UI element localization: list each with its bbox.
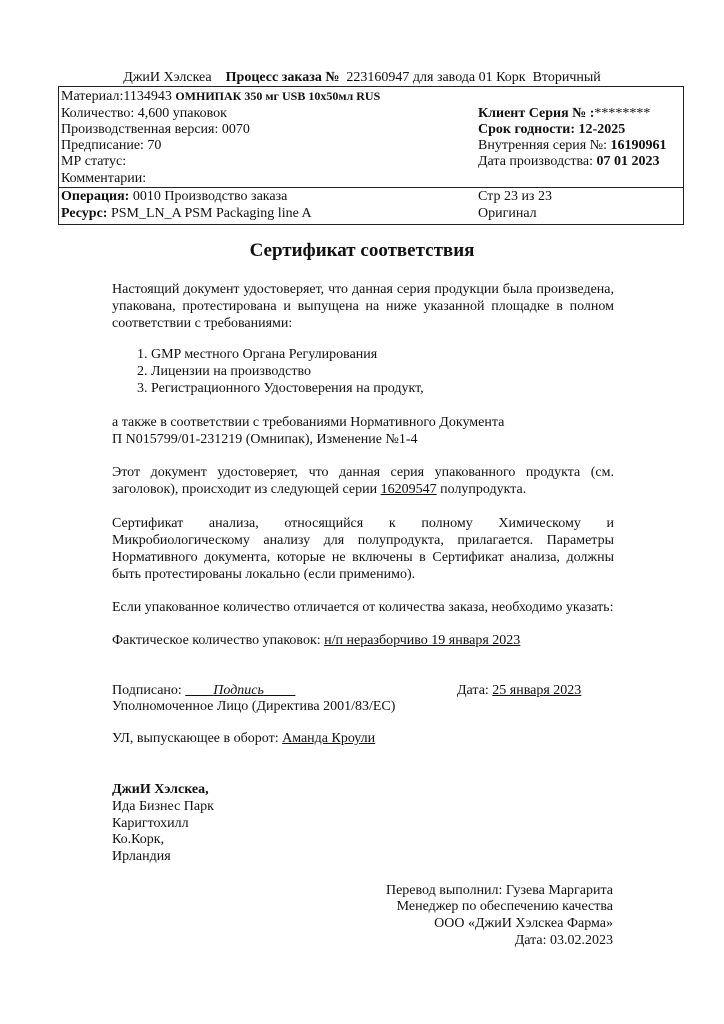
certificate-title: Сертификат соответствия bbox=[249, 240, 475, 261]
normative-paragraph: а также в соответствии с требованиями Нормативного Документа П N015799/01-231219 (Омнипак), Изменение №1-4 bbox=[112, 415, 505, 447]
translation-date: Дата: 03.02.2023 bbox=[514, 933, 613, 948]
address-company: ДжиИ Хэлскеа, bbox=[112, 782, 209, 797]
origin-paragraph: Этот документ удостоверяет, что данная серия упакованного продукта (см. заголовок), происходит из следующей серии 16209547 полупродукта. bbox=[112, 465, 614, 497]
info-box-divider bbox=[59, 187, 683, 188]
header-order-label: Процесс заказа № bbox=[225, 70, 340, 85]
authorized-person: Уполномоченное Лицо (Директива 2001/83/ЕС) bbox=[112, 699, 396, 714]
page-number: Стр 23 из 23 bbox=[478, 189, 552, 204]
order-info-box bbox=[58, 86, 684, 225]
operation-line: Операция: 0010 Производство заказа bbox=[61, 189, 288, 204]
client-series-line: Клиент Серия № :******** bbox=[478, 106, 651, 121]
release-person: Аманда Кроули bbox=[282, 731, 376, 746]
internal-series-line: Внутренняя серия №: 16190961 bbox=[478, 138, 667, 153]
translator-organization: ООО «ДжиИ Хэлскеа Фарма» bbox=[434, 916, 613, 931]
requirements-list bbox=[137, 346, 424, 397]
translator-line: Перевод выполнил: Гузева Маргарита bbox=[385, 883, 613, 898]
release-line: УЛ, выпускающее в оборот: Аманда Кроули bbox=[112, 731, 376, 746]
actual-quantity-line: Фактическое количество упаковок: н/п неразборчиво 19 января 2023 bbox=[112, 633, 521, 648]
list-item: 3. Регистрационного Удостоверения на продукт, bbox=[137, 381, 424, 396]
quantity-note: Если упакованное количество отличается от количества заказа, необходимо указать: bbox=[112, 600, 614, 615]
address-line: Каригтохилл bbox=[112, 816, 189, 831]
prescription-line: Предписание: 70 bbox=[61, 138, 162, 153]
original-label: Оригинал bbox=[478, 206, 537, 221]
translator-position: Менеджер по обеспечению качества bbox=[396, 899, 613, 914]
material-line: Материал:1134943 ОМНИПАК 350 мг USB 10x50мл RUS bbox=[61, 89, 381, 104]
header-order-value: 223160947 для завода 01 Корк bbox=[346, 70, 526, 85]
signed-line: Подписано: Подпись bbox=[112, 683, 264, 698]
signed-date-line: Дата: 25 января 2023 bbox=[457, 683, 582, 698]
address-line: Ида Бизнес Парк bbox=[112, 799, 214, 814]
production-date-line: Дата производства: 07 01 2023 bbox=[478, 154, 660, 169]
address-line: Ирландия bbox=[112, 849, 171, 864]
intro-paragraph: Настоящий документ удостоверяет, что данная серия продукции была произведена, упакована, протестирована и выпущена на ниже указанной площадке в полном соответствии с требованиями: bbox=[112, 282, 614, 331]
material-name: ОМНИПАК 350 мг USB 10x50мл RUS bbox=[175, 89, 381, 103]
actual-quantity-value: н/п неразборчиво 19 января 2023 bbox=[324, 633, 521, 648]
production-version-line: Производственная версия: 0070 bbox=[61, 122, 250, 137]
list-item: 1. GMP местного Органа Регулирования bbox=[137, 347, 378, 362]
mp-status-line: МР статус: bbox=[61, 154, 127, 169]
origin-series: 16209547 bbox=[380, 482, 437, 497]
signed-date: 25 января 2023 bbox=[492, 683, 582, 698]
header-company: ДжиИ Хэлскеа bbox=[123, 70, 212, 85]
resource-line: Ресурс: PSM_LN_A PSM Packaging line A bbox=[61, 206, 312, 221]
address-line: Ко.Корк, bbox=[112, 832, 165, 847]
header-order-type: Вторичный bbox=[532, 70, 601, 85]
analysis-paragraph: Сертификат анализа, относящийся к полному Химическому и Микробиологическому анализу для полупродукта, прилагается. Параметры Нормативного документа, которые не включены в Сертификат анализа, должны быть протестированы локально (если применимо). bbox=[112, 516, 614, 582]
signature: Подпись bbox=[213, 683, 264, 698]
quantity-line: Количество: 4,600 упаковок bbox=[61, 106, 227, 121]
document-header bbox=[0, 70, 724, 86]
list-item: 2. Лицензии на производство bbox=[137, 364, 312, 379]
expiry-line: Срок годности: 12-2025 bbox=[478, 122, 626, 137]
comments-line: Комментарии: bbox=[61, 171, 147, 186]
